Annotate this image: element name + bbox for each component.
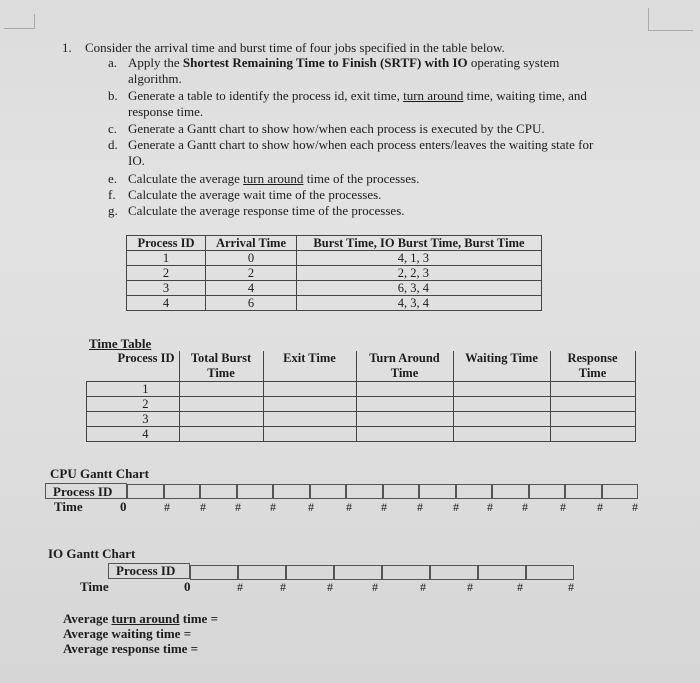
item-f-letter: f. [108, 187, 116, 202]
corner-mark-right [648, 8, 693, 31]
corner-mark-left [4, 14, 35, 29]
io-gantt-marker: # [568, 580, 574, 594]
cpu-gantt-title: CPU Gantt Chart [50, 466, 149, 481]
tt-cell[interactable] [550, 412, 635, 427]
io-gantt-row-label: Process ID [116, 563, 176, 578]
io-gantt-start: 0 [184, 579, 191, 594]
table-row [87, 382, 636, 397]
item-c-letter: c. [108, 121, 118, 136]
avg-waiting: Average waiting time = [63, 626, 192, 641]
cell-arrival: 0 [206, 251, 297, 266]
item-f-text: Calculate the average wait time of the processes. [128, 187, 382, 202]
header-arrival-time: Arrival Time [206, 236, 297, 251]
item-b-pre: Generate a table to identify the process id, exit time, [128, 88, 404, 103]
io-gantt-marker: # [467, 580, 473, 594]
cell-arrival: 2 [206, 266, 297, 281]
cpu-gantt-cell[interactable] [383, 484, 420, 499]
cpu-gantt-marker: # [597, 500, 603, 514]
cpu-gantt-cell[interactable] [529, 484, 566, 499]
tt-cell[interactable] [453, 382, 550, 397]
cell-burst: 6, 3, 4 [297, 281, 542, 296]
header-burst-time: Burst Time, IO Burst Time, Burst Time [297, 236, 542, 251]
cell-pid: 1 [127, 251, 206, 266]
cpu-gantt-cell[interactable] [419, 484, 456, 499]
tt-cell[interactable] [550, 382, 635, 397]
avg-turnaround-underline: turn around [111, 611, 180, 626]
tt-cell-pid: 4 [87, 427, 180, 442]
item-a-bold: Shortest Remaining Time to Finish (SRTF) with IO [182, 55, 468, 70]
cell-arrival: 4 [206, 281, 297, 296]
cpu-gantt-marker: # [200, 500, 206, 514]
table-row [127, 281, 542, 296]
tt-cell-pid: 3 [87, 412, 180, 427]
item-a-text [128, 55, 559, 71]
table-row [127, 296, 542, 311]
cell-burst: 4, 1, 3 [297, 251, 542, 266]
time-table [86, 351, 636, 442]
item-b-post: time, waiting time, and [463, 88, 587, 103]
job-table [126, 235, 542, 311]
item-a-line2: algorithm. [128, 71, 182, 86]
cpu-gantt-cell[interactable] [602, 484, 639, 499]
cpu-gantt-marker: # [346, 500, 352, 514]
item-e-text [128, 171, 419, 187]
tt-header-waiting: Waiting Time [453, 351, 550, 382]
item-e-pre: Calculate the average [128, 171, 244, 186]
tt-cell[interactable] [179, 382, 263, 397]
table-row [127, 251, 542, 266]
tt-cell-pid: 2 [87, 397, 180, 412]
tt-cell[interactable] [356, 412, 453, 427]
item-b-text [128, 88, 587, 104]
cpu-gantt-marker: # [453, 500, 459, 514]
cpu-gantt-marker: # [522, 500, 528, 514]
table-row [127, 266, 542, 281]
item-e-letter: e. [108, 171, 118, 186]
io-gantt-title: IO Gantt Chart [48, 546, 136, 561]
tt-header-turnaround: Turn Around Time [356, 351, 453, 382]
cell-arrival: 6 [206, 296, 297, 311]
tt-header-total-burst: Total Burst Time [179, 351, 263, 382]
item-d-text: Generate a Gantt chart to show how/when each process enters/leaves the waiting state for [128, 137, 594, 152]
cpu-gantt-cell[interactable] [346, 484, 383, 499]
tt-cell[interactable] [179, 397, 263, 412]
io-gantt-cell[interactable] [190, 565, 238, 580]
io-gantt-marker: # [327, 580, 333, 594]
cell-burst: 2, 2, 3 [297, 266, 542, 281]
table-row [87, 397, 636, 412]
item-b-underline: turn around [403, 88, 464, 103]
item-b-letter: b. [108, 88, 118, 103]
cpu-gantt-marker: # [235, 500, 241, 514]
io-gantt-marker: # [280, 580, 286, 594]
tt-cell[interactable] [356, 397, 453, 412]
time-table-header [87, 351, 636, 382]
cpu-gantt-marker: # [417, 500, 423, 514]
tt-cell[interactable] [453, 412, 550, 427]
cpu-gantt-marker: # [164, 500, 170, 514]
tt-cell[interactable] [179, 427, 263, 442]
cpu-gantt-marker: # [308, 500, 314, 514]
io-gantt-cell[interactable] [286, 565, 334, 580]
tt-cell[interactable] [356, 427, 453, 442]
question-number: 1. [62, 40, 72, 55]
item-a-pre: Apply the [128, 55, 183, 70]
cpu-gantt-marker: # [560, 500, 566, 514]
tt-cell[interactable] [263, 397, 356, 412]
tt-header-exit-time: Exit Time [263, 351, 356, 382]
item-d-letter: d. [108, 137, 118, 152]
time-table-title: Time Table [89, 336, 152, 351]
io-gantt-cell[interactable] [526, 565, 574, 580]
cpu-gantt-cell[interactable] [310, 484, 347, 499]
table-row [87, 412, 636, 427]
item-a-post: operating system [467, 55, 560, 70]
tt-header-response: Response Time [550, 351, 635, 382]
cpu-gantt-cell[interactable] [273, 484, 310, 499]
question-intro: Consider the arrival time and burst time of four jobs specified in the table below. [85, 40, 505, 55]
item-b-line2: response time. [128, 104, 204, 119]
tt-cell[interactable] [453, 397, 550, 412]
cpu-gantt-start: 0 [120, 499, 127, 514]
item-a-letter: a. [108, 55, 118, 70]
tt-cell[interactable] [263, 412, 356, 427]
tt-cell[interactable] [263, 382, 356, 397]
cell-pid: 2 [127, 266, 206, 281]
cpu-gantt-marker: # [270, 500, 276, 514]
io-gantt-cell[interactable] [430, 565, 478, 580]
tt-cell[interactable] [453, 427, 550, 442]
header-process-id: Process ID [127, 236, 206, 251]
io-gantt-marker: # [372, 580, 378, 594]
tt-header-process-id: Process ID [87, 351, 180, 382]
avg-turnaround [63, 611, 218, 627]
item-c-text: Generate a Gantt chart to show how/when each process is executed by the CPU. [128, 121, 545, 136]
cpu-gantt-cell[interactable] [164, 484, 201, 499]
cpu-gantt-time-label: Time [54, 499, 83, 514]
tt-cell[interactable] [550, 397, 635, 412]
avg-response: Average response time = [63, 641, 199, 656]
job-table-header [127, 236, 542, 251]
cpu-gantt-marker: # [632, 500, 638, 514]
avg-turnaround-post: time = [179, 611, 218, 626]
io-gantt-marker: # [420, 580, 426, 594]
cpu-gantt-row-label: Process ID [53, 484, 113, 499]
io-gantt-cell[interactable] [238, 565, 286, 580]
cpu-gantt-cell[interactable] [200, 484, 237, 499]
io-gantt-cell[interactable] [382, 565, 430, 580]
cpu-gantt-cell[interactable] [492, 484, 529, 499]
tt-cell[interactable] [550, 427, 635, 442]
tt-cell-pid: 1 [87, 382, 180, 397]
item-g-text: Calculate the average response time of the processes. [128, 203, 405, 218]
cpu-gantt-cell[interactable] [237, 484, 274, 499]
cpu-gantt-marker: # [487, 500, 493, 514]
cell-pid: 4 [127, 296, 206, 311]
io-gantt-cell[interactable] [334, 565, 382, 580]
io-gantt-marker: # [517, 580, 523, 594]
io-gantt-marker: # [237, 580, 243, 594]
cpu-gantt-cell[interactable] [456, 484, 493, 499]
item-d-line2: IO. [128, 153, 145, 168]
item-e-post: time of the processes. [303, 171, 420, 186]
cell-burst: 4, 3, 4 [297, 296, 542, 311]
cpu-gantt-cell[interactable] [127, 484, 164, 499]
table-row [87, 427, 636, 442]
item-e-underline: turn around [243, 171, 304, 186]
cell-pid: 3 [127, 281, 206, 296]
item-g-letter: g. [108, 203, 118, 218]
io-gantt-cell[interactable] [478, 565, 526, 580]
cpu-gantt-cell[interactable] [565, 484, 602, 499]
cpu-gantt-marker: # [381, 500, 387, 514]
tt-cell[interactable] [263, 427, 356, 442]
avg-turnaround-pre: Average [63, 611, 112, 626]
tt-cell[interactable] [356, 382, 453, 397]
io-gantt-time-label: Time [80, 579, 109, 594]
tt-cell[interactable] [179, 412, 263, 427]
